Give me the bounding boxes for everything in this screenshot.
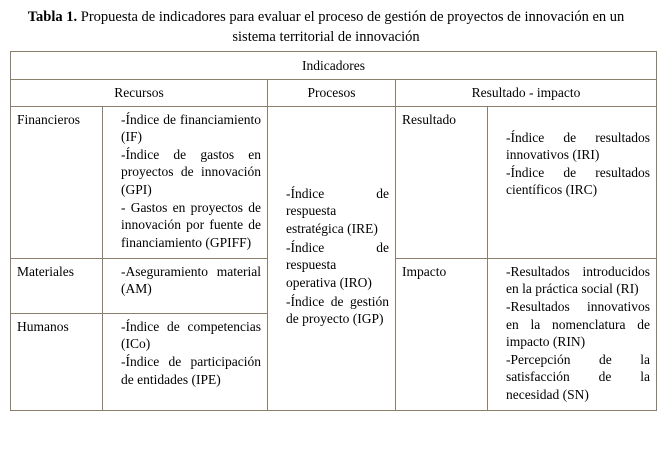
- table-row: [11, 80, 657, 106]
- category-financieros: Financieros: [11, 106, 103, 258]
- category-materiales: Materiales: [11, 258, 103, 313]
- table-caption: [0, 0, 668, 51]
- items-impacto: [488, 258, 657, 410]
- list-item: -Percepción de la satisfacción de la necesidad (SN): [506, 352, 651, 402]
- items-materiales: [103, 258, 268, 313]
- items-resultado: [488, 106, 657, 258]
- group-header-recursos: Recursos: [11, 80, 268, 106]
- category-humanos: Humanos: [11, 313, 103, 410]
- table-title-cell: Indicadores: [11, 52, 657, 80]
- table-container: [0, 51, 668, 411]
- list-humanos: [109, 318, 261, 388]
- group-header-resultado-impacto: Resultado - impacto: [396, 80, 657, 106]
- list-item: -Índice de gastos en proyectos de innovación (GPI): [121, 147, 261, 197]
- list-resultado: [494, 129, 650, 199]
- list-item: -Resultados innovativos en la nomenclatura de impacto (RIN): [506, 299, 651, 349]
- items-financieros: [103, 106, 268, 258]
- list-materiales: [109, 263, 261, 298]
- items-humanos: [103, 313, 268, 410]
- list-item: - Gastos en proyectos de innovación por fuente de financiamiento (GPIFF): [121, 199, 261, 250]
- list-item: -Índice de financiamiento (IF): [121, 111, 261, 144]
- list-item: -Resultados introducidos en la práctica social (RI): [506, 263, 651, 297]
- list-item: -Aseguramiento material (AM): [121, 263, 261, 297]
- list-financieros: [109, 111, 261, 251]
- table-row-financieros: [11, 106, 657, 258]
- list-item: -Índice de resultados científicos (IRC): [506, 165, 651, 198]
- list-item: -Índice de participación de entidades (IPE): [121, 354, 261, 387]
- list-item: -Índice de gestión de proyecto (IGP): [286, 293, 389, 327]
- list-item: -Índice de competencias (ICo): [121, 318, 261, 352]
- category-impacto: Impacto: [396, 258, 488, 410]
- list-item: -Índice de respuesta estratégica (IRE): [286, 186, 389, 236]
- caption-label: Tabla 1.: [27, 9, 78, 25]
- list-impacto: [494, 263, 650, 403]
- table-row: [11, 52, 657, 80]
- list-procesos: [274, 185, 389, 327]
- group-header-procesos: Procesos: [268, 80, 396, 106]
- indicators-table: [10, 51, 657, 411]
- caption-text: Propuesta de indicadores para evaluar el proceso de gestión de proyectos de innovación en un sistema territorial de innovación: [80, 9, 625, 45]
- items-procesos: [268, 106, 396, 410]
- category-resultado: Resultado: [396, 106, 488, 258]
- list-item: -Índice de respuesta operativa (IRO): [286, 240, 389, 290]
- list-item: -Índice de resultados innovativos (IRI): [506, 129, 651, 162]
